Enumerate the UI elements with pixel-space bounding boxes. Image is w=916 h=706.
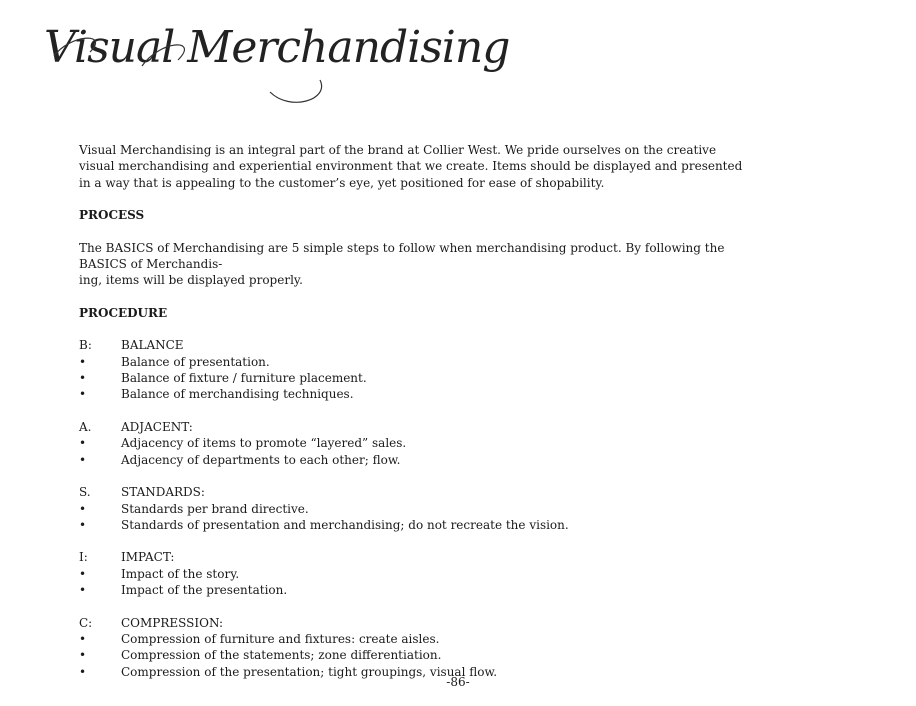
document-body — [79, 142, 751, 680]
procedure-group-compression — [79, 615, 751, 681]
process-text-line-2: ing, items will be displayed properly. — [79, 273, 303, 288]
process-text-line-1: The BASICS of Merchandising are 5 simple steps to follow when merchandising product. By following the BASICS of Merchandis- — [79, 240, 725, 272]
list-item — [79, 386, 751, 402]
list-item — [79, 354, 751, 370]
group-letter: B: — [79, 338, 92, 353]
list-item-text: Standards of presentation and merchandising; do not recreate the vision. — [121, 517, 569, 532]
group-letter: I: — [79, 550, 88, 565]
list-item — [79, 435, 751, 451]
group-title-row — [79, 484, 751, 500]
bullet-icon: • — [79, 452, 87, 467]
group-title-row — [79, 419, 751, 435]
group-letter: S. — [79, 485, 91, 500]
bullet-icon: • — [79, 648, 87, 663]
list-item — [79, 501, 751, 517]
bullet-icon: • — [79, 517, 87, 532]
group-title-row — [79, 549, 751, 565]
list-item-text: Adjacency of departments to each other; flow. — [121, 452, 401, 467]
list-item — [79, 647, 751, 663]
group-label: STANDARDS: — [121, 485, 205, 500]
list-item-text: Compression of the presentation; tight groupings, visual flow. — [121, 664, 498, 679]
group-letter: A. — [79, 419, 92, 434]
title-text: Visual Merchandising — [44, 22, 510, 73]
list-item — [79, 631, 751, 647]
procedure-group-impact — [79, 549, 751, 598]
list-item-text: Standards per brand directive. — [121, 501, 309, 516]
group-label: IMPACT: — [121, 550, 175, 565]
procedure-heading: PROCEDURE — [79, 305, 168, 320]
group-label: BALANCE — [121, 338, 184, 353]
group-label: ADJACENT: — [121, 419, 193, 434]
list-item-text: Impact of the story. — [121, 566, 240, 581]
list-item-text: Compression of furniture and fixtures: create aisles. — [121, 631, 440, 646]
list-item-text: Balance of presentation. — [121, 354, 270, 369]
list-item — [79, 566, 751, 582]
list-item-text: Compression of the statements; zone differentiation. — [121, 648, 442, 663]
group-title-row — [79, 337, 751, 353]
list-item-text: Impact of the presentation. — [121, 583, 288, 598]
group-title-row — [79, 615, 751, 631]
list-item-text: Balance of merchandising techniques. — [121, 387, 354, 402]
bullet-icon: • — [79, 664, 87, 679]
intro-paragraph: Visual Merchandising is an integral part of the brand at Collier West. We pride ourselves on the creative visual merchandising and experiential environment that we create. Items should be displayed and presented in a way that is appealing to the customer’s eye, yet positioned for ease of shopability. — [79, 143, 743, 190]
page-number: -86- — [446, 675, 470, 689]
bullet-icon: • — [79, 501, 87, 516]
bullet-icon: • — [79, 566, 87, 581]
process-heading: PROCESS — [79, 208, 145, 223]
bullet-icon: • — [79, 371, 87, 386]
list-item-text: Adjacency of items to promote “layered” sales. — [121, 436, 407, 451]
list-item — [79, 452, 751, 468]
bullet-icon: • — [79, 436, 87, 451]
list-item-text: Balance of fixture / furniture placement. — [121, 371, 367, 386]
bullet-icon: • — [79, 387, 87, 402]
group-letter: C: — [79, 615, 93, 630]
group-label: COMPRESSION: — [121, 615, 224, 630]
procedure-group-standards — [79, 484, 751, 533]
list-item — [79, 582, 751, 598]
procedure-group-balance — [79, 337, 751, 403]
list-item — [79, 517, 751, 533]
bullet-icon: • — [79, 583, 87, 598]
list-item — [79, 370, 751, 386]
bullet-icon: • — [79, 631, 87, 646]
procedure-group-adjacent — [79, 419, 751, 468]
bullet-icon: • — [79, 354, 87, 369]
page-title — [44, 24, 509, 72]
